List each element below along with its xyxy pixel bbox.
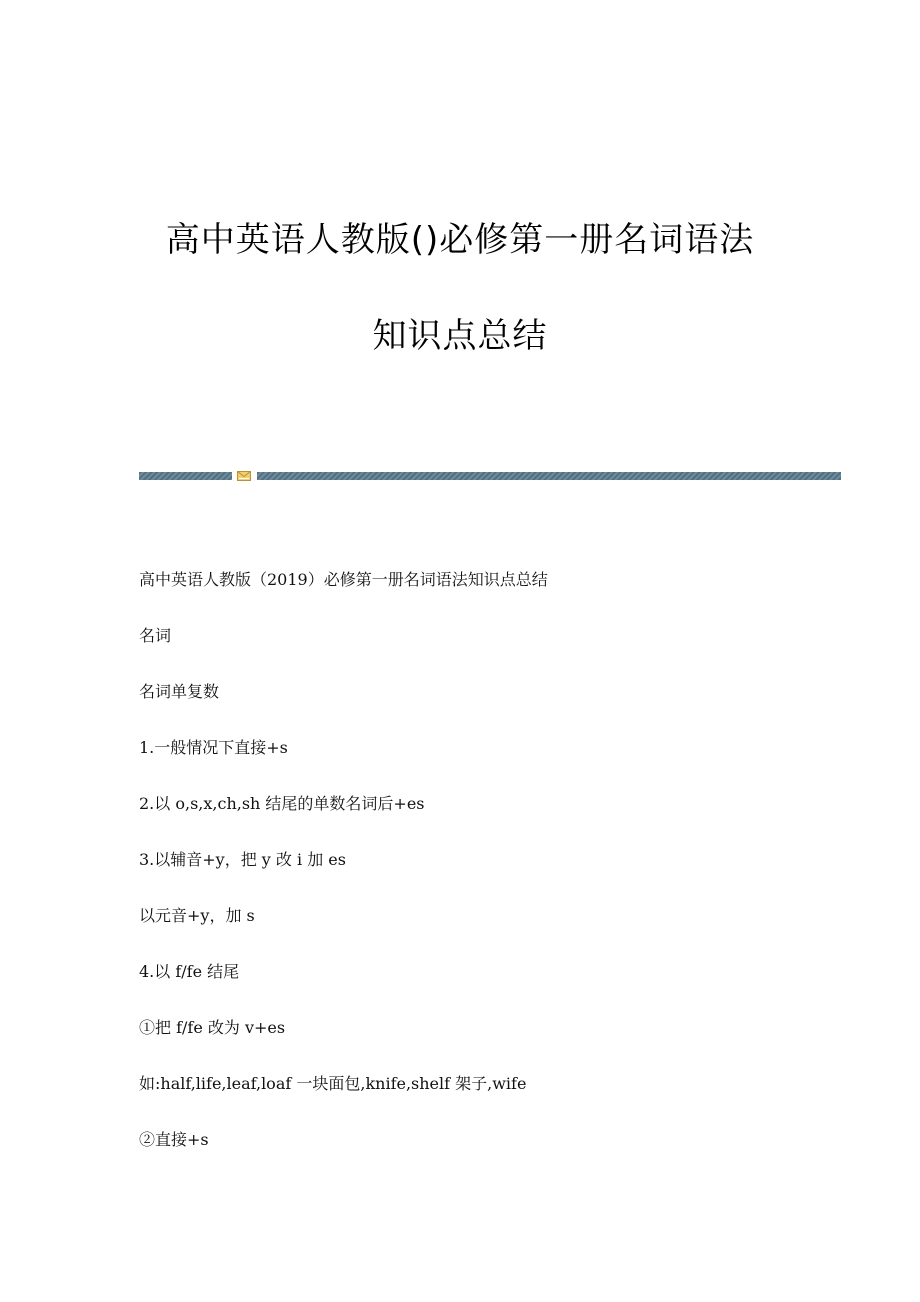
- document-title-line-2: 知识点总结: [372, 316, 548, 356]
- paragraph-rule-4-option-2: ②直接+s: [139, 1130, 209, 1149]
- divider-bar-left: [139, 472, 232, 480]
- paragraph-rule-4: 4.以 f/fe 结尾: [139, 962, 240, 981]
- divider-bar-right: [257, 472, 841, 480]
- paragraph-heading-plural: 名词单复数: [139, 682, 220, 701]
- paragraph-rule-2: 2.以 o,s,x,ch,sh 结尾的单数名词后+es: [139, 794, 425, 813]
- paragraph-examples: 如:half,life,leaf,loaf 一块面包,knife,shelf 架子,wife: [139, 1074, 527, 1093]
- paragraph-rule-3-vowel: 以元音+y，加 s: [139, 906, 255, 925]
- paragraph-rule-4-option-1: ①把 f/fe 改为 v+es: [139, 1018, 286, 1037]
- paragraph-rule-1: 1.一般情况下直接+s: [139, 738, 288, 757]
- paragraph-subtitle: 高中英语人教版（2019）必修第一册名词语法知识点总结: [139, 570, 548, 589]
- paragraph-heading-noun: 名词: [139, 626, 172, 645]
- paragraph-rule-3: 3.以辅音+y，把 y 改 i 加 es: [139, 850, 346, 869]
- decorative-divider: [139, 470, 841, 482]
- envelope-icon: [237, 471, 251, 481]
- document-title-line-1: 高中英语人教版()必修第一册名词语法: [165, 220, 755, 260]
